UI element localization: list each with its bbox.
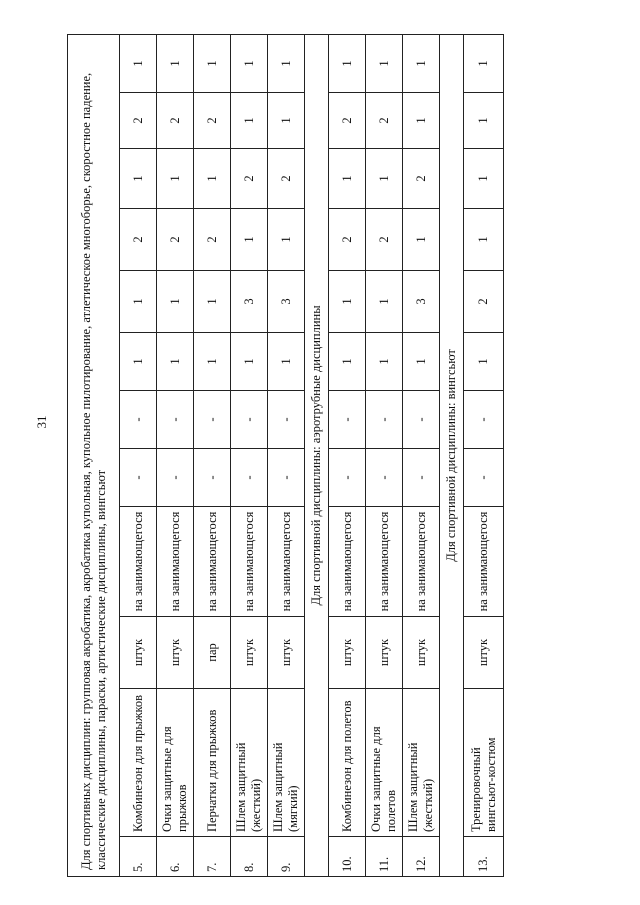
- cell-num: 10.: [329, 837, 366, 877]
- cell-unit: штук: [329, 617, 366, 689]
- cell-basis: на занимающегося: [366, 507, 403, 617]
- cell-name: Комбинезон для полетов: [329, 689, 366, 837]
- cell-c5: 2: [120, 209, 157, 271]
- table-row: [366, 34, 403, 876]
- cell-c1: -: [268, 449, 305, 507]
- cell-c6: 1: [329, 149, 366, 209]
- cell-c2: -: [329, 391, 366, 449]
- cell-c3: 1: [366, 333, 403, 391]
- cell-c6: 1: [366, 149, 403, 209]
- cell-c3: 1: [120, 333, 157, 391]
- cell-c4: 1: [329, 271, 366, 333]
- table-row: [120, 34, 157, 876]
- cell-name: Тренировочный вингсьют-костюм: [464, 689, 504, 837]
- cell-name: Очки защитные для полетов: [366, 689, 403, 837]
- cell-c5: 2: [157, 209, 194, 271]
- cell-c6: 1: [194, 149, 231, 209]
- cell-c7: 2: [194, 93, 231, 149]
- group-heading-row: [440, 34, 464, 876]
- table-row: [464, 34, 504, 876]
- cell-c3: 1: [157, 333, 194, 391]
- cell-c3: 1: [464, 333, 504, 391]
- cell-c3: 1: [194, 333, 231, 391]
- cell-c8: 1: [231, 34, 268, 92]
- cell-basis: на занимающегося: [120, 507, 157, 617]
- cell-c2: -: [268, 391, 305, 449]
- cell-c1: -: [194, 449, 231, 507]
- cell-basis: на занимающегося: [268, 507, 305, 617]
- cell-c7: 1: [464, 93, 504, 149]
- table-row: [329, 34, 366, 876]
- cell-c2: -: [120, 391, 157, 449]
- cell-c2: -: [403, 391, 440, 449]
- cell-c4: 2: [464, 271, 504, 333]
- cell-c5: 1: [231, 209, 268, 271]
- cell-name: Шлем защитный (жесткий): [231, 689, 268, 837]
- cell-c8: 1: [366, 34, 403, 92]
- cell-basis: на занимающегося: [231, 507, 268, 617]
- cell-c6: 2: [268, 149, 305, 209]
- cell-c6: 1: [464, 149, 504, 209]
- cell-basis: на занимающегося: [194, 507, 231, 617]
- cell-c5: 1: [268, 209, 305, 271]
- cell-basis: на занимающегося: [329, 507, 366, 617]
- cell-c8: 1: [464, 34, 504, 92]
- cell-basis: на занимающегося: [157, 507, 194, 617]
- cell-unit: штук: [366, 617, 403, 689]
- cell-num: 5.: [120, 837, 157, 877]
- cell-c2: -: [464, 391, 504, 449]
- cell-c1: -: [403, 449, 440, 507]
- table-row: [194, 34, 231, 876]
- cell-c2: -: [366, 391, 403, 449]
- cell-num: 9.: [268, 837, 305, 877]
- cell-c8: 1: [120, 34, 157, 92]
- cell-c7: 2: [329, 93, 366, 149]
- cell-num: 7.: [194, 837, 231, 877]
- cell-c6: 1: [120, 149, 157, 209]
- cell-c8: 1: [329, 34, 366, 92]
- cell-c4: 3: [403, 271, 440, 333]
- cell-c7: 1: [403, 93, 440, 149]
- cell-c2: -: [231, 391, 268, 449]
- cell-c1: -: [366, 449, 403, 507]
- group-heading-row: [305, 34, 329, 876]
- cell-c7: 2: [157, 93, 194, 149]
- group3-heading: Для спортивной дисциплины: вингсьют: [440, 34, 464, 876]
- cell-c6: 1: [157, 149, 194, 209]
- cell-c5: 1: [464, 209, 504, 271]
- cell-unit: штук: [464, 617, 504, 689]
- cell-c7: 2: [120, 93, 157, 149]
- cell-basis: на занимающегося: [403, 507, 440, 617]
- cell-c4: 3: [268, 271, 305, 333]
- cell-c7: 2: [366, 93, 403, 149]
- cell-c4: 1: [194, 271, 231, 333]
- cell-c3: 1: [403, 333, 440, 391]
- cell-c6: 2: [403, 149, 440, 209]
- table-row: [231, 34, 268, 876]
- cell-c4: 1: [366, 271, 403, 333]
- cell-c1: -: [464, 449, 504, 507]
- cell-c4: 1: [120, 271, 157, 333]
- cell-c1: -: [157, 449, 194, 507]
- cell-c4: 1: [157, 271, 194, 333]
- table-row: [403, 34, 440, 876]
- cell-c5: 2: [366, 209, 403, 271]
- cell-c1: -: [329, 449, 366, 507]
- cell-name: Шлем защитный (жесткий): [403, 689, 440, 837]
- table-row: [268, 34, 305, 876]
- cell-c8: 1: [268, 34, 305, 92]
- table-row: [157, 34, 194, 876]
- equipment-table: [67, 34, 504, 877]
- cell-c7: 1: [231, 93, 268, 149]
- cell-c5: 2: [194, 209, 231, 271]
- cell-c2: -: [194, 391, 231, 449]
- cell-c5: 2: [329, 209, 366, 271]
- cell-c2: -: [157, 391, 194, 449]
- cell-unit: штук: [403, 617, 440, 689]
- cell-name: Перчатки для прыжков: [194, 689, 231, 837]
- rotated-table-container: [67, 35, 498, 877]
- cell-name: Комбинезон для прыжков: [120, 689, 157, 837]
- group2-heading: Для спортивной дисциплины: аэротрубные дисциплины: [305, 34, 329, 876]
- cell-c4: 3: [231, 271, 268, 333]
- cell-num: 6.: [157, 837, 194, 877]
- cell-c8: 1: [157, 34, 194, 92]
- cell-c8: 1: [403, 34, 440, 92]
- cell-c7: 1: [268, 93, 305, 149]
- cell-c3: 1: [268, 333, 305, 391]
- cell-num: 12.: [403, 837, 440, 877]
- cell-c5: 1: [403, 209, 440, 271]
- page-number: 31: [34, 415, 49, 429]
- cell-name: Очки защитные для прыжков: [157, 689, 194, 837]
- cell-basis: на занимающегося: [464, 507, 504, 617]
- cell-num: 8.: [231, 837, 268, 877]
- cell-num: 11.: [366, 837, 403, 877]
- cell-name: Шлем защитный (мягкий): [268, 689, 305, 837]
- cell-c1: -: [231, 449, 268, 507]
- cell-c6: 2: [231, 149, 268, 209]
- group1-heading: Для спортивных дисциплин: групповая акробатика, акробатика купольная, купольное пилотирование, атлетическое многоборье, скоростное падение, классические дисциплины, параски, артистические дисциплины, вингсьют: [68, 34, 120, 876]
- cell-c3: 1: [329, 333, 366, 391]
- cell-unit: штук: [231, 617, 268, 689]
- cell-unit: пар: [194, 617, 231, 689]
- cell-c3: 1: [231, 333, 268, 391]
- cell-num: 13.: [464, 837, 504, 877]
- cell-c1: -: [120, 449, 157, 507]
- cell-unit: штук: [120, 617, 157, 689]
- cell-unit: штук: [157, 617, 194, 689]
- cell-c8: 1: [194, 34, 231, 92]
- cell-unit: штук: [268, 617, 305, 689]
- group-heading-row: [68, 34, 120, 876]
